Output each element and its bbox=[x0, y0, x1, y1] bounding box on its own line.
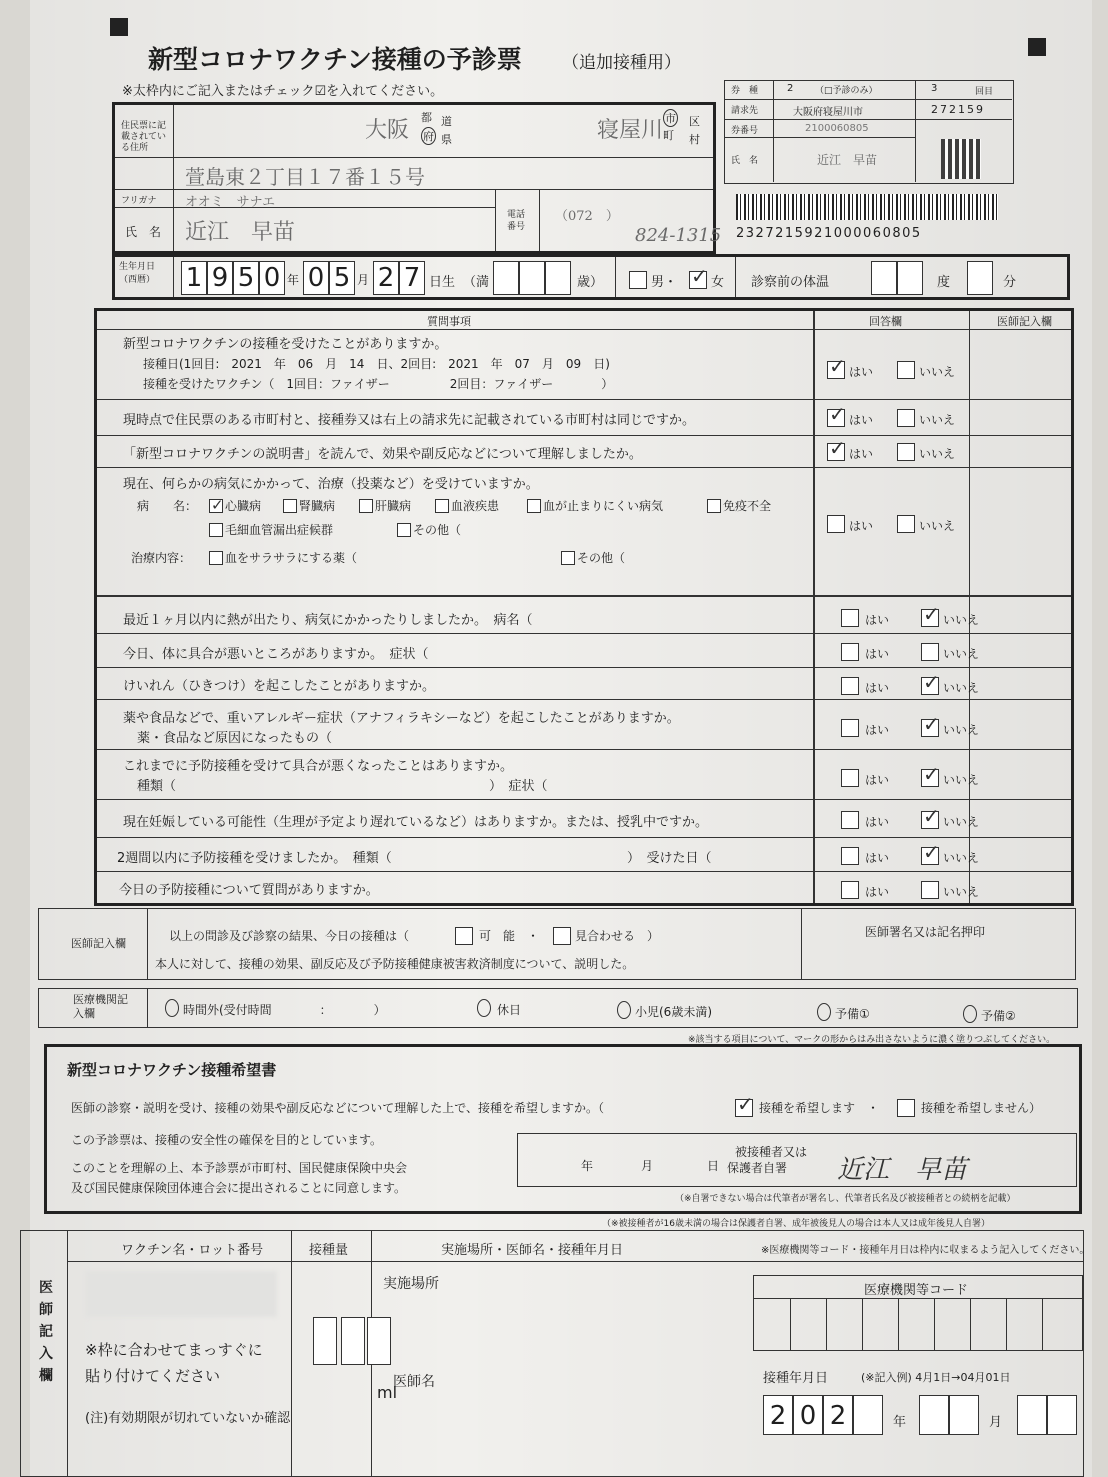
q9-sub-symptom: ） 症状（ bbox=[489, 779, 548, 794]
check-mark-icon: ✓ bbox=[923, 840, 940, 864]
lot-sticker-area bbox=[85, 1271, 277, 1317]
name-value: 近江 早苗 bbox=[185, 220, 296, 245]
doctor-section-label: 医師記入欄 bbox=[71, 937, 126, 950]
vaccination-month-digit[interactable] bbox=[919, 1395, 949, 1435]
q2-text: 現時点で住民票のある市町村と、接種券又は右上の請求先に記載されている市町村は同じですか。 bbox=[123, 413, 696, 428]
holiday-option[interactable] bbox=[477, 999, 491, 1017]
q11-yes-checkbox[interactable] bbox=[841, 847, 859, 865]
q6-yes-checkbox[interactable] bbox=[841, 643, 859, 661]
q8-sub: 薬・食品など原因になったもの（ bbox=[137, 731, 333, 746]
vaccination-year-label: 年 bbox=[893, 1415, 907, 1430]
q4-treatment-label: 治療内容： bbox=[131, 551, 192, 565]
q10-no-checkbox[interactable] bbox=[921, 804, 940, 829]
q9-text: これまでに予防接種を受けて具合が悪くなったことはありますか。 bbox=[123, 759, 514, 774]
q4-text: 現在、何らかの病気にかかって、治療（投薬など）を受けていますか。 bbox=[123, 477, 539, 492]
ticket-sticker bbox=[724, 80, 1014, 184]
address-street: 萱島東２丁目１７番１５号 bbox=[185, 165, 425, 189]
q4-no-checkbox[interactable] bbox=[897, 515, 915, 533]
check-mark-icon: ✓ bbox=[691, 264, 708, 288]
consent-note-2: （※被接種者が16歳未満の場合は保護者自署、成年被後見人の場合は本人又は成年後見人自署） bbox=[602, 1219, 990, 1229]
disease-bleeding-label: 血が止まりにくい病気 bbox=[543, 499, 664, 513]
ticket-type-label: 券 種 bbox=[731, 86, 759, 96]
disease-bleeding-checkbox[interactable] bbox=[527, 499, 541, 513]
q11-no-label: いいえ bbox=[943, 851, 980, 865]
check-mark-icon: ✓ bbox=[211, 496, 224, 514]
address-city: 寝屋川 bbox=[597, 118, 664, 143]
child-option[interactable] bbox=[617, 1001, 631, 1019]
reserve1-label: 予備① bbox=[835, 1007, 870, 1021]
ticket-type-note: （□予診のみ） bbox=[815, 86, 878, 96]
possible-label: 可 能 ・ bbox=[479, 929, 540, 943]
q5-no-checkbox[interactable] bbox=[921, 602, 940, 627]
consent-section bbox=[44, 1044, 1082, 1214]
questions-table bbox=[94, 308, 1074, 906]
treatment-other-label: その他（ bbox=[577, 551, 626, 565]
ticket-billing-value: 大阪府寝屋川市 bbox=[793, 107, 863, 118]
disease-immuno-checkbox[interactable] bbox=[707, 499, 721, 513]
vaccination-month-label: 月 bbox=[989, 1415, 1003, 1430]
overtime-label: 時間外(受付時間 ： ） bbox=[183, 1003, 386, 1017]
consent-signature: 近江 早苗 bbox=[837, 1155, 968, 1185]
vaccination-day-digit[interactable] bbox=[1017, 1395, 1047, 1435]
ticket-name-value: 近江 早苗 bbox=[817, 153, 878, 167]
vaccination-year-digit[interactable] bbox=[853, 1395, 883, 1435]
ticket-name-label: 氏 名 bbox=[731, 156, 759, 166]
doctor-name-label: 医師名 bbox=[393, 1374, 435, 1390]
personal-info-block bbox=[112, 102, 722, 254]
furigana-label: フリガナ bbox=[121, 196, 157, 206]
ticket-number-label: 券番号 bbox=[731, 126, 759, 136]
bottom-side-label: 医師記入欄 bbox=[39, 1280, 53, 1384]
age-digit[interactable] bbox=[545, 261, 571, 295]
q6-no-label: いいえ bbox=[943, 647, 980, 661]
birth-year-digit: 0 bbox=[259, 261, 285, 295]
address-label: 住民票に記載されている住所 bbox=[121, 121, 167, 153]
signer-label-2: 保護者自署 bbox=[727, 1161, 788, 1175]
q1-vaccine-line: 接種を受けたワクチン（ 1回目：ファイザー 2回目：ファイザー ） bbox=[143, 377, 614, 391]
q8-no-checkbox[interactable] bbox=[921, 712, 940, 737]
postpone-checkbox[interactable] bbox=[553, 927, 571, 945]
barcode-number: 2327215921000060805 bbox=[736, 226, 922, 241]
birth-year-label: 年 bbox=[287, 273, 300, 287]
consent-month-label: 月 bbox=[641, 1159, 654, 1173]
q8-yes-checkbox[interactable] bbox=[841, 719, 859, 737]
q12-no-checkbox[interactable] bbox=[921, 881, 939, 899]
disease-other-checkbox[interactable] bbox=[397, 523, 411, 537]
consent-year-label: 年 bbox=[581, 1159, 594, 1173]
qr-code-icon bbox=[941, 139, 981, 179]
questions-header: 質問事項 bbox=[427, 315, 471, 328]
phone-area: （072 ） bbox=[555, 209, 619, 224]
q4-disease-label: 病 名： bbox=[137, 499, 198, 513]
ticket-billing-label: 請求先 bbox=[731, 106, 759, 116]
dose-digit[interactable] bbox=[313, 1317, 337, 1365]
holiday-label: 休日 bbox=[497, 1003, 522, 1017]
q6-text: 今日、体に具合が悪いところがありますか。 症状（ bbox=[123, 647, 429, 662]
q1-no-label: いいえ bbox=[919, 365, 956, 379]
disease-blood-checkbox[interactable] bbox=[435, 499, 449, 513]
temperature-decimal-digit[interactable] bbox=[967, 261, 993, 295]
wish-label: 接種を希望します ・ bbox=[759, 1101, 880, 1115]
q1-date-line: 接種日(1回目: 2021 年 06 月 14 日、2回目: 2021 年 07 月 09 日) bbox=[143, 357, 610, 371]
birth-row bbox=[112, 254, 1070, 300]
birth-month-digit: 0 bbox=[303, 261, 329, 295]
consent-line4: 及び国民健康保険団体連合会に提出されることに同意します。 bbox=[71, 1181, 407, 1195]
male-checkbox[interactable] bbox=[629, 271, 647, 289]
consent-line2: この予診票は、接種の安全性の確保を目的としています。 bbox=[71, 1133, 383, 1147]
disease-blood-label: 血液疾患 bbox=[451, 499, 500, 513]
disease-kidney-checkbox[interactable] bbox=[283, 499, 297, 513]
check-mark-icon: ✓ bbox=[923, 762, 940, 786]
reserve2-label: 予備② bbox=[981, 1009, 1016, 1023]
q3-yes-checkbox[interactable] bbox=[827, 436, 846, 461]
registration-marker-left bbox=[110, 18, 128, 36]
dose-header: 接種量 bbox=[309, 1243, 349, 1258]
treatment-anticoag-label: 血をサラサラにする薬（ bbox=[225, 551, 358, 565]
temperature-label: 診察前の体温 bbox=[751, 275, 830, 290]
child-label: 小児(6歳未満) bbox=[635, 1005, 712, 1019]
q10-yes-checkbox[interactable] bbox=[841, 811, 859, 829]
disease-liver-label: 肝臓病 bbox=[375, 499, 412, 513]
female-checkbox[interactable] bbox=[689, 264, 708, 289]
check-mark-icon: ✓ bbox=[923, 602, 940, 626]
q2-yes-label: はい bbox=[849, 413, 874, 427]
pref-mark-to: 都 bbox=[421, 111, 432, 124]
birth-year-digit: 1 bbox=[181, 261, 207, 295]
vaccination-year-digit: 2 bbox=[763, 1395, 793, 1435]
pref-mark-fu: 府 bbox=[421, 127, 436, 145]
age-digit[interactable] bbox=[519, 261, 545, 295]
ticket-billing-code: 272159 bbox=[931, 103, 985, 116]
birth-year-digit: 5 bbox=[233, 261, 259, 295]
q3-no-label: いいえ bbox=[919, 447, 956, 461]
consent-title: 新型コロナワクチン接種希望書 bbox=[67, 1061, 277, 1079]
reserve1-option[interactable] bbox=[817, 1003, 831, 1021]
place-note: ※医療機関等コード・接種年月日は枠内に収まるよう記入してください。 bbox=[761, 1245, 1090, 1256]
temperature-minute-label: 分 bbox=[1003, 275, 1017, 290]
check-mark-icon: ✓ bbox=[737, 1092, 754, 1116]
bottom-doctor-section bbox=[20, 1230, 1090, 1477]
q2-no-checkbox[interactable] bbox=[897, 409, 915, 427]
reserve2-option[interactable] bbox=[963, 1005, 977, 1023]
doctor-signature-label: 医師署名又は記名押印 bbox=[865, 925, 986, 939]
birth-label: 生年月日（西暦） bbox=[119, 262, 156, 285]
possible-checkbox[interactable] bbox=[455, 927, 473, 945]
disease-heart-label: 心臓病 bbox=[225, 499, 262, 513]
doctor-section bbox=[38, 908, 1076, 980]
vaccination-form-sheet bbox=[30, 0, 1092, 1477]
birth-month-label: 月 bbox=[357, 273, 370, 287]
expiry-note: (注)有効期限が切れていないか確認 bbox=[85, 1411, 291, 1426]
city-mark-machi: 町 bbox=[663, 129, 674, 142]
birth-year-digit: 9 bbox=[207, 261, 233, 295]
q6-yes-label: はい bbox=[865, 647, 890, 661]
temperature-digit[interactable] bbox=[897, 261, 923, 295]
ml-unit: ml bbox=[377, 1383, 398, 1402]
institution-code-label: 医療機関等コード bbox=[864, 1283, 969, 1298]
date-example: (※記入例) 4月1日→04月01日 bbox=[861, 1371, 1011, 1384]
barcode-icon bbox=[736, 194, 998, 220]
sticker-instruction-1: ※枠に合わせてまっすぐに bbox=[85, 1341, 263, 1359]
temperature-digit[interactable] bbox=[871, 261, 897, 295]
place-label: 実施場所 bbox=[383, 1276, 439, 1292]
doctor-section-line1: 以上の問診及び診察の結果、今日の接種は（ bbox=[169, 929, 410, 943]
registration-marker-right bbox=[1028, 38, 1046, 56]
q10-yes-label: はい bbox=[865, 815, 890, 829]
q9-sub-type: 種類（ bbox=[137, 779, 177, 794]
vaccination-day-digit[interactable] bbox=[1047, 1395, 1077, 1435]
vaccination-date-label: 接種年月日 bbox=[763, 1371, 829, 1386]
q5-no-label: いいえ bbox=[943, 613, 980, 627]
phone-label: 電話番号 bbox=[507, 210, 526, 232]
institution-section bbox=[38, 988, 1078, 1028]
q7-text: けいれん（ひきつけ）を起こしたことがありますか。 bbox=[123, 679, 436, 694]
no-wish-checkbox[interactable] bbox=[897, 1099, 915, 1117]
signer-label-1: 被接種者又は bbox=[735, 1145, 808, 1159]
vaccination-year-digit: 2 bbox=[823, 1395, 853, 1435]
q1-text: 新型コロナワクチンの接種を受けたことがありますか。 bbox=[123, 337, 448, 352]
q2-no-label: いいえ bbox=[919, 413, 956, 427]
q12-no-label: いいえ bbox=[943, 885, 980, 899]
institution-label: 医療機関記入欄 bbox=[73, 993, 128, 1020]
q7-no-checkbox[interactable] bbox=[921, 670, 940, 695]
disease-liver-checkbox[interactable] bbox=[359, 499, 373, 513]
wish-checkbox[interactable] bbox=[735, 1092, 754, 1117]
q9-no-checkbox[interactable] bbox=[921, 762, 940, 787]
q11-no-checkbox[interactable] bbox=[921, 840, 940, 865]
vaccination-year-digit: 0 bbox=[793, 1395, 823, 1435]
q8-yes-label: はい bbox=[865, 723, 890, 737]
dose-digit[interactable] bbox=[341, 1317, 365, 1365]
vaccine-lot-header: ワクチン名・ロット番号 bbox=[121, 1243, 264, 1258]
form-subtitle: （追加接種用） bbox=[562, 53, 681, 73]
q11-yes-label: はい bbox=[865, 851, 890, 865]
doctor-column-header: 医師記入欄 bbox=[997, 315, 1052, 328]
q1-no-checkbox[interactable] bbox=[897, 361, 915, 379]
ticket-dose-label: 回目 bbox=[975, 87, 994, 97]
no-wish-label: 接種を希望しません） bbox=[921, 1101, 1042, 1115]
q12-yes-label: はい bbox=[865, 885, 890, 899]
temperature-degree-label: 度 bbox=[937, 275, 951, 290]
postpone-label: 見合わせる ） bbox=[575, 929, 660, 943]
ticket-type-value: 2 bbox=[787, 83, 794, 94]
check-mark-icon: ✓ bbox=[923, 670, 940, 694]
q4-yes-checkbox[interactable] bbox=[827, 515, 845, 533]
female-label: 女 bbox=[711, 275, 725, 290]
consent-line1: 医師の診察・説明を受け、接種の効果や副反応などについて理解した上で、接種を希望しますか。（ bbox=[71, 1101, 605, 1115]
age-digit[interactable] bbox=[493, 261, 519, 295]
birth-month-digit: 5 bbox=[329, 261, 355, 295]
check-mark-icon: ✓ bbox=[923, 712, 940, 736]
pref-mark-ken: 県 bbox=[441, 133, 452, 146]
q8-text: 薬や食品などで、重いアレルギー症状（アナフィラキシーなど）を起こしたことがありますか。 bbox=[123, 711, 680, 726]
overtime-option[interactable] bbox=[165, 999, 179, 1017]
institution-code-box bbox=[753, 1275, 1083, 1351]
sticker-instruction-2: 貼り付けてください bbox=[85, 1367, 221, 1385]
phone-number: 824‐1315 bbox=[635, 225, 722, 246]
q5-yes-label: はい bbox=[865, 613, 890, 627]
dose-digit[interactable] bbox=[367, 1317, 391, 1365]
institution-note: ※該当する項目について、マークの形からはみ出さないように濃く塗りつぶしてください。 bbox=[688, 1035, 1056, 1045]
age-close: 歳） bbox=[577, 275, 604, 290]
q5-text: 最近１ヶ月以内に熱が出たり、病気にかかったりしましたか。 病名（ bbox=[123, 613, 533, 628]
ticket-number-value: 2100060805 bbox=[805, 123, 869, 134]
vaccination-month-digit[interactable] bbox=[949, 1395, 979, 1435]
signature-box bbox=[517, 1133, 1077, 1187]
q3-text: 「新型コロナワクチンの説明書」を読んで、効果や副反応などについて理解しましたか。 bbox=[123, 447, 642, 462]
consent-day-label: 日 bbox=[707, 1159, 720, 1173]
disease-capillary-checkbox[interactable] bbox=[209, 523, 223, 537]
disease-capillary-label: 毛細血管漏出症候群 bbox=[225, 523, 334, 537]
q11-mid: ） 受けた日（ bbox=[627, 851, 712, 866]
disease-other-label: その他（ bbox=[413, 523, 462, 537]
answers-header: 回答欄 bbox=[869, 315, 902, 328]
male-label: 男・ bbox=[651, 275, 678, 290]
disease-kidney-label: 腎臓病 bbox=[299, 499, 336, 513]
q11-text: 2週間以内に予防接種を受けましたか。 種類（ bbox=[117, 851, 392, 866]
doctor-section-line2: 本人に対して、接種の効果、副反応及び予防接種健康被害救済制度について、説明した。 bbox=[155, 957, 635, 971]
city-mark-shi: 市 bbox=[663, 109, 678, 127]
birth-day-digit: 7 bbox=[399, 261, 425, 295]
ticket-dose-value: 3 bbox=[931, 83, 938, 94]
instruction-text: ※太枠内にご記入またはチェック☑を入れてください。 bbox=[122, 84, 444, 99]
q3-yes-label: はい bbox=[849, 447, 874, 461]
city-mark-ku: 区 bbox=[689, 115, 700, 128]
age-open: （満 bbox=[463, 275, 490, 290]
q7-no-label: いいえ bbox=[943, 681, 980, 695]
check-mark-icon: ✓ bbox=[923, 804, 940, 828]
disease-heart-checkbox[interactable] bbox=[209, 496, 224, 514]
place-header: 実施場所・医師名・接種年月日 bbox=[441, 1243, 624, 1258]
q8-no-label: いいえ bbox=[943, 723, 980, 737]
treatment-other-checkbox[interactable] bbox=[561, 551, 575, 565]
treatment-anticoag-checkbox[interactable] bbox=[209, 551, 223, 565]
q10-text: 現在妊娠している可能性（生理が予定より遅れているなど）はありますか。または、授乳中ですか。 bbox=[123, 815, 709, 830]
q4-yes-label: はい bbox=[849, 519, 874, 533]
disease-immuno-label: 免疫不全 bbox=[723, 499, 772, 513]
birth-day-digit: 2 bbox=[373, 261, 399, 295]
q1-yes-label: はい bbox=[849, 365, 874, 379]
q6-no-checkbox[interactable] bbox=[921, 643, 939, 661]
form-title: 新型コロナワクチン接種の予診票 bbox=[148, 45, 522, 74]
q9-yes-checkbox[interactable] bbox=[841, 769, 859, 787]
q10-no-label: いいえ bbox=[943, 815, 980, 829]
q12-text: 今日の予防接種について質問がありますか。 bbox=[119, 883, 379, 898]
check-mark-icon: ✓ bbox=[829, 402, 846, 426]
pref-mark-do: 道 bbox=[441, 115, 452, 128]
birth-day-label: 日生 bbox=[429, 275, 456, 290]
furigana-value: オオミ サナエ bbox=[185, 195, 276, 210]
consent-note-1: （※自署できない場合は代筆者が署名し、代筆者氏名及び被接種者との続柄を記載） bbox=[675, 1194, 1016, 1204]
q2-yes-checkbox[interactable] bbox=[827, 402, 846, 427]
name-label: 氏 名 bbox=[125, 225, 162, 239]
q7-yes-label: はい bbox=[865, 681, 890, 695]
check-mark-icon: ✓ bbox=[829, 354, 846, 378]
q3-no-checkbox[interactable] bbox=[897, 443, 915, 461]
consent-line3: このことを理解の上、本予診票が市町村、国民健康保険中央会 bbox=[71, 1161, 408, 1175]
q4-no-label: いいえ bbox=[919, 519, 956, 533]
address-prefecture: 大阪 bbox=[365, 118, 410, 143]
check-mark-icon: ✓ bbox=[829, 436, 846, 460]
q1-yes-checkbox[interactable] bbox=[827, 354, 846, 379]
city-mark-mura: 村 bbox=[689, 133, 700, 146]
q9-no-label: いいえ bbox=[943, 773, 980, 787]
q12-yes-checkbox[interactable] bbox=[841, 881, 859, 899]
q7-yes-checkbox[interactable] bbox=[841, 677, 859, 695]
q5-yes-checkbox[interactable] bbox=[841, 609, 859, 627]
q9-yes-label: はい bbox=[865, 773, 890, 787]
